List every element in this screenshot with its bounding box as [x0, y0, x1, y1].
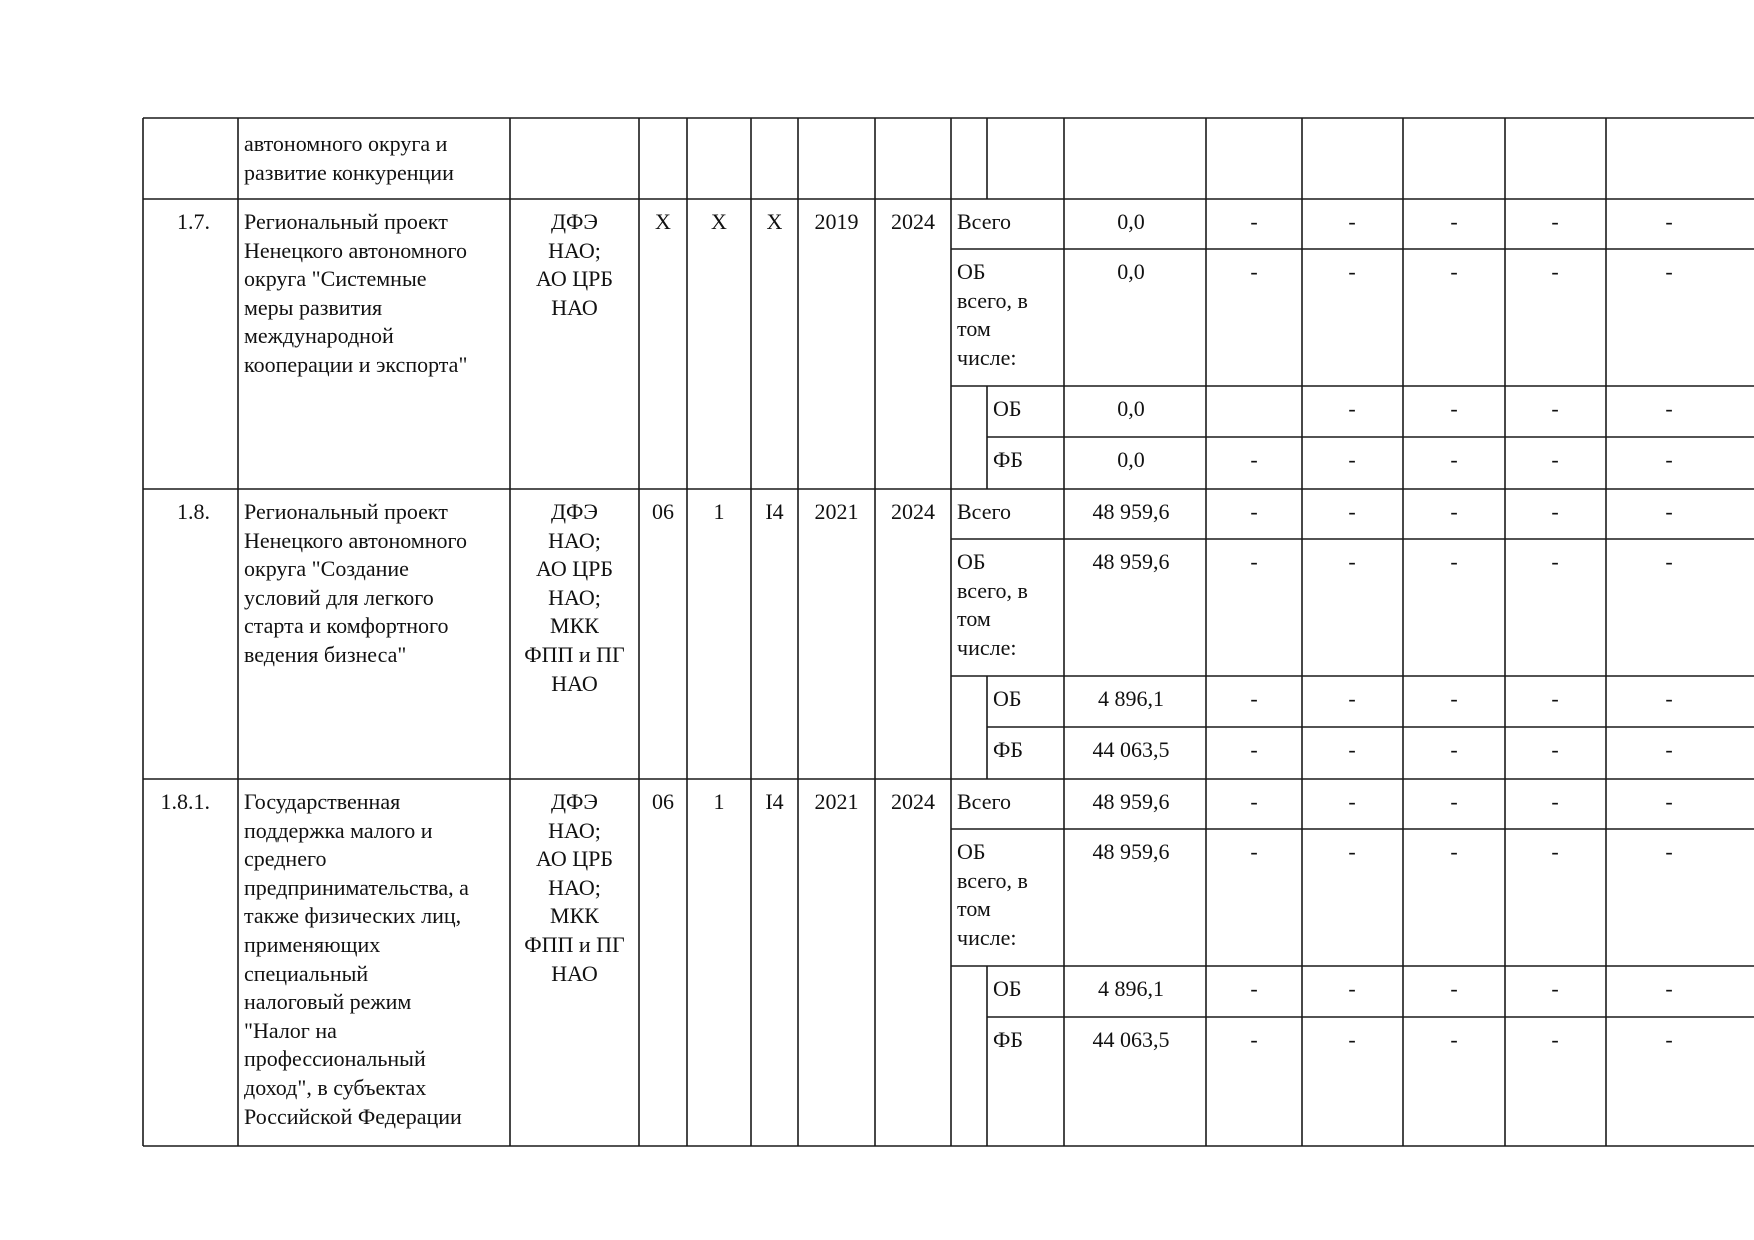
finance-year-value: -	[1551, 1027, 1559, 1052]
row-name-line: доход", в субъектах	[244, 1074, 427, 1100]
row-executor-line: ДФЭ	[551, 209, 598, 234]
row-executor-line: НАО;	[548, 237, 601, 263]
finance-total: 0,0	[1117, 259, 1145, 284]
row-name-line: округа "Системные	[244, 266, 427, 292]
finance-year-value: -	[1348, 549, 1356, 574]
finance-total: 44 063,5	[1092, 737, 1170, 762]
row-code-3: I4	[765, 499, 784, 524]
row-executor-line: ФПП и ПГ	[524, 641, 625, 667]
row-name-line: предпринимательства, а	[244, 874, 469, 900]
finance-year-value: -	[1551, 839, 1559, 864]
row-name	[244, 208, 467, 380]
finance-source-line: ФБ	[993, 1027, 1024, 1052]
row-code-1: Х	[655, 209, 671, 234]
finance-source-line: ОБ	[993, 396, 1022, 421]
row-number: 1.8.1.	[160, 789, 210, 814]
row-name-line: Ненецкого автономного	[244, 237, 467, 263]
row-executor-line: ДФЭ	[551, 789, 598, 814]
finance-year-value: -	[1665, 259, 1673, 284]
row-executor-line: АО ЦРБ	[536, 846, 613, 872]
continued-row-name	[244, 130, 454, 187]
row-name-line: ведения бизнеса"	[244, 641, 407, 667]
finance-total: 4 896,1	[1098, 686, 1164, 711]
finance-source-line: ОБ	[957, 839, 986, 864]
row-name-line: Ненецкого автономного	[244, 527, 467, 553]
finance-source	[993, 685, 1022, 714]
row-executor	[524, 498, 625, 698]
finance-year-value: -	[1665, 499, 1673, 524]
finance-source-line: Всего	[957, 499, 1011, 524]
row-name-line: меры развития	[244, 294, 383, 320]
finance-year-value: -	[1551, 976, 1559, 1001]
finance-year-value: -	[1250, 549, 1258, 574]
row-code-2: 1	[713, 499, 725, 524]
finance-source	[957, 548, 1028, 662]
finance-year-value: -	[1450, 396, 1458, 421]
finance-year-value: -	[1551, 686, 1559, 711]
finance-year-value: -	[1551, 447, 1559, 472]
finance-source-line: Всего	[957, 789, 1011, 814]
finance-source-line: всего, в	[957, 577, 1028, 603]
row-code-3: I4	[765, 789, 784, 814]
row-year-start: 2019	[814, 209, 859, 234]
finance-year-value: -	[1250, 209, 1258, 234]
finance-year-value: -	[1250, 499, 1258, 524]
finance-year-value: -	[1348, 976, 1356, 1001]
finance-source	[993, 446, 1023, 475]
finance-total: 44 063,5	[1092, 1027, 1170, 1052]
finance-year-value: -	[1665, 839, 1673, 864]
finance-source-line: числе:	[957, 344, 1017, 370]
finance-total: 48 959,6	[1092, 789, 1170, 814]
finance-source-line: ОБ	[993, 976, 1022, 1001]
row-code-2: Х	[711, 209, 727, 234]
row-executor-line: НАО;	[548, 874, 601, 900]
finance-year-value: -	[1450, 976, 1458, 1001]
finance-source-line: том	[957, 606, 991, 632]
row-number: 1.7.	[177, 209, 210, 234]
row-name-line: специальный	[244, 960, 369, 986]
row-year-start: 2021	[814, 499, 859, 524]
finance-year-value: -	[1348, 686, 1356, 711]
finance-year-value: -	[1348, 1027, 1356, 1052]
finance-year-value: -	[1665, 976, 1673, 1001]
row-executor-line: АО ЦРБ	[536, 266, 613, 292]
finance-total: 48 959,6	[1092, 499, 1170, 524]
row-executor-line: НАО	[551, 294, 598, 320]
row-executor-line: АО ЦРБ	[536, 556, 613, 582]
row-name-line: условий для легкого	[244, 584, 434, 610]
finance-year-value: -	[1348, 839, 1356, 864]
finance-year-value: -	[1348, 396, 1356, 421]
finance-total: 0,0	[1117, 396, 1145, 421]
finance-year-value: -	[1551, 737, 1559, 762]
finance-year-value: -	[1450, 259, 1458, 284]
finance-source	[957, 838, 1028, 952]
finance-source-line: ФБ	[993, 447, 1024, 472]
finance-year-value: -	[1551, 396, 1559, 421]
finance-source-line: ОБ	[993, 686, 1022, 711]
row-name-line: "Налог на	[244, 1017, 337, 1043]
finance-year-value: -	[1450, 737, 1458, 762]
row-name-line: Государственная	[244, 789, 401, 814]
finance-year-value: -	[1450, 447, 1458, 472]
row-code-2: 1	[713, 789, 725, 814]
row-name-line: среднего	[244, 846, 327, 872]
row-name-line: поддержка малого и	[244, 817, 433, 843]
finance-year-value: -	[1665, 737, 1673, 762]
finance-total: 48 959,6	[1092, 839, 1170, 864]
finance-year-value: -	[1450, 839, 1458, 864]
finance-year-value: -	[1450, 686, 1458, 711]
finance-year-value: -	[1250, 259, 1258, 284]
row-name-line: применяющих	[244, 931, 381, 957]
finance-year-value: -	[1250, 737, 1258, 762]
finance-source-line: ФБ	[993, 737, 1024, 762]
finance-year-value: -	[1250, 447, 1258, 472]
row-name-line: Региональный проект	[244, 499, 448, 524]
row-executor-line: МКК	[550, 903, 599, 929]
finance-year-value: -	[1348, 737, 1356, 762]
finance-year-value: -	[1348, 789, 1356, 814]
row-name-line: Российской Федерации	[244, 1103, 462, 1129]
finance-year-value: -	[1450, 549, 1458, 574]
finance-year-value: -	[1551, 789, 1559, 814]
finance-source	[957, 498, 1011, 527]
finance-source	[957, 788, 1011, 817]
finance-source-line: числе:	[957, 634, 1017, 660]
row-code-3: Х	[766, 209, 783, 234]
finance-year-value: -	[1250, 976, 1258, 1001]
row-executor-line: НАО;	[548, 817, 601, 843]
row-executor-line: ДФЭ	[551, 499, 598, 524]
finance-source-line: всего, в	[957, 287, 1028, 313]
finance-source-line: Всего	[957, 209, 1011, 234]
row-executor-line: НАО;	[548, 527, 601, 553]
row-code-1: 06	[652, 789, 674, 814]
finance-source-line: числе:	[957, 924, 1017, 950]
finance-year-value: -	[1250, 839, 1258, 864]
row-year-end: 2024	[891, 789, 935, 814]
row-executor-line: НАО;	[548, 584, 601, 610]
row-name	[244, 788, 469, 1131]
finance-year-value: -	[1450, 209, 1458, 234]
finance-year-value: -	[1348, 209, 1356, 234]
finance-source-line: всего, в	[957, 867, 1028, 893]
row-year-end: 2024	[891, 499, 935, 524]
row-name-line: старта и комфортного	[244, 613, 449, 639]
finance-source	[957, 208, 1011, 237]
finance-total: 0,0	[1117, 447, 1145, 472]
finance-year-value: -	[1665, 209, 1673, 234]
finance-year-value: -	[1348, 259, 1356, 284]
row-name-line: также физических лиц,	[244, 903, 462, 929]
finance-source	[993, 736, 1023, 765]
finance-year-value: -	[1665, 1027, 1673, 1052]
row-number: 1.8.	[177, 499, 210, 524]
finance-source-line: ОБ	[957, 259, 986, 284]
row-executor-line: ФПП и ПГ	[524, 931, 625, 957]
finance-source	[993, 1026, 1023, 1055]
finance-source-line: том	[957, 896, 991, 922]
finance-total: 0,0	[1117, 209, 1145, 234]
finance-total: 48 959,6	[1092, 549, 1170, 574]
finance-year-value: -	[1348, 447, 1356, 472]
finance-year-value: -	[1450, 789, 1458, 814]
finance-year-value: -	[1551, 209, 1559, 234]
continued-row-name-line: развитие конкуренции	[244, 159, 454, 185]
row-name-line: профессиональный	[244, 1046, 426, 1072]
row-name-line: налоговый режим	[244, 989, 412, 1015]
row-name-line: Региональный проект	[244, 209, 448, 234]
finance-source	[993, 975, 1022, 1004]
row-year-end: 2024	[891, 209, 935, 234]
finance-year-value: -	[1665, 447, 1673, 472]
finance-source-line: том	[957, 316, 991, 342]
finance-year-value: -	[1450, 499, 1458, 524]
finance-year-value: -	[1551, 259, 1559, 284]
row-executor	[524, 788, 625, 988]
finance-year-value: -	[1551, 549, 1559, 574]
finance-year-value: -	[1665, 686, 1673, 711]
row-name-line: международной	[244, 323, 394, 349]
finance-year-value: -	[1665, 549, 1673, 574]
finance-year-value: -	[1250, 789, 1258, 814]
row-executor-line: НАО	[551, 960, 598, 986]
finance-year-value: -	[1665, 396, 1673, 421]
continued-row-name-line: автономного округа и	[244, 131, 448, 156]
row-year-start: 2021	[814, 789, 859, 814]
finance-year-value: -	[1665, 789, 1673, 814]
row-code-1: 06	[652, 499, 674, 524]
row-executor-line: МКК	[550, 613, 599, 639]
row-name-line: округа "Создание	[244, 556, 409, 582]
finance-year-value: -	[1250, 686, 1258, 711]
row-name	[244, 498, 467, 670]
row-executor	[536, 208, 613, 322]
finance-total: 4 896,1	[1098, 976, 1164, 1001]
row-name-line: кооперации и экспорта"	[244, 351, 468, 377]
finance-source	[957, 258, 1028, 372]
finance-year-value: -	[1250, 1027, 1258, 1052]
finance-source	[993, 395, 1022, 424]
finance-source-line: ОБ	[957, 549, 986, 574]
finance-year-value: -	[1450, 1027, 1458, 1052]
finance-year-value: -	[1551, 499, 1559, 524]
row-executor-line: НАО	[551, 670, 598, 696]
finance-year-value: -	[1348, 499, 1356, 524]
